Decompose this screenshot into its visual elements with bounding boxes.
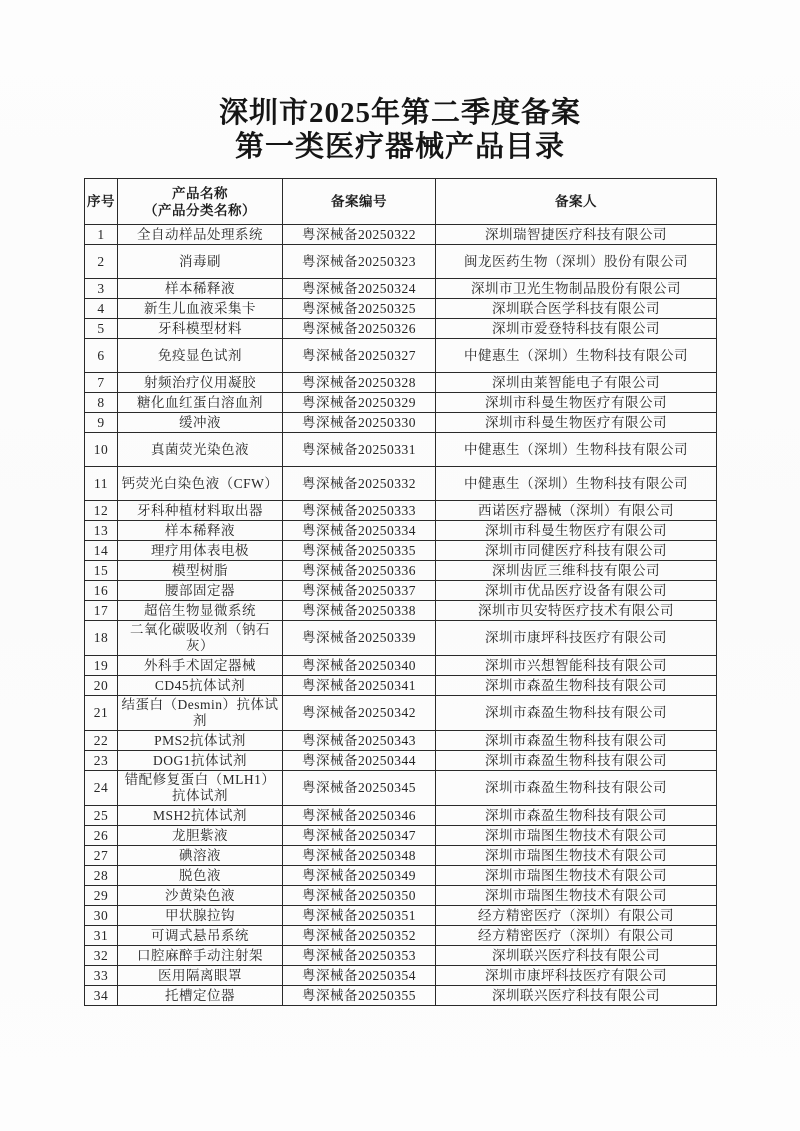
registrant-name: 深圳联兴医疗科技有限公司 — [436, 946, 717, 966]
registration-number: 粤深械备20250352 — [283, 926, 436, 946]
row-number: 10 — [85, 433, 118, 467]
registrant-name: 深圳市瑞图生物技术有限公司 — [436, 826, 717, 846]
product-name: 缓冲液 — [118, 413, 283, 433]
product-name: 牙科种植材料取出器 — [118, 501, 283, 521]
product-name: 碘溶液 — [118, 846, 283, 866]
row-number: 23 — [85, 751, 118, 771]
registrant-name: 深圳市康坪科技医疗有限公司 — [436, 621, 717, 656]
row-number: 3 — [85, 279, 118, 299]
row-number: 26 — [85, 826, 118, 846]
row-number: 14 — [85, 541, 118, 561]
table-row — [85, 751, 717, 771]
registrant-name: 深圳由莱智能电子有限公司 — [436, 373, 717, 393]
registrant-name: 深圳市森盈生物科技有限公司 — [436, 771, 717, 806]
registration-number: 粤深械备20250353 — [283, 946, 436, 966]
table-row — [85, 846, 717, 866]
product-name: PMS2抗体试剂 — [118, 731, 283, 751]
registrant-name: 深圳市瑞图生物技术有限公司 — [436, 886, 717, 906]
product-name: 医用隔离眼罩 — [118, 966, 283, 986]
product-name: 钙荧光白染色液（CFW） — [118, 467, 283, 501]
registration-number: 粤深械备20250329 — [283, 393, 436, 413]
product-name: 龙胆紫液 — [118, 826, 283, 846]
table-row — [85, 339, 717, 373]
registrant-name: 深圳市康坪科技医疗有限公司 — [436, 966, 717, 986]
registrant-name: 深圳市森盈生物科技有限公司 — [436, 676, 717, 696]
registration-number: 粤深械备20250350 — [283, 886, 436, 906]
registration-number: 粤深械备20250347 — [283, 826, 436, 846]
table-row — [85, 676, 717, 696]
registrant-name: 深圳齿匠三维科技有限公司 — [436, 561, 717, 581]
product-name: DOG1抗体试剂 — [118, 751, 283, 771]
row-number: 27 — [85, 846, 118, 866]
catalog-table-container — [84, 178, 716, 1006]
table-row — [85, 806, 717, 826]
row-number: 13 — [85, 521, 118, 541]
table-row — [85, 319, 717, 339]
row-number: 7 — [85, 373, 118, 393]
registration-number: 粤深械备20250338 — [283, 601, 436, 621]
registrant-name: 深圳市科曼生物医疗有限公司 — [436, 521, 717, 541]
product-name: 理疗用体表电极 — [118, 541, 283, 561]
header-registrant: 备案人 — [436, 179, 717, 225]
product-name: 新生儿血液采集卡 — [118, 299, 283, 319]
registration-number: 粤深械备20250335 — [283, 541, 436, 561]
registrant-name: 经方精密医疗（深圳）有限公司 — [436, 926, 717, 946]
row-number: 6 — [85, 339, 118, 373]
product-name: 腰部固定器 — [118, 581, 283, 601]
registrant-name: 深圳市贝安特医疗技术有限公司 — [436, 601, 717, 621]
registration-number: 粤深械备20250342 — [283, 696, 436, 731]
document-title — [0, 96, 800, 164]
registration-number: 粤深械备20250325 — [283, 299, 436, 319]
registrant-name: 深圳联兴医疗科技有限公司 — [436, 986, 717, 1006]
product-name: 托槽定位器 — [118, 986, 283, 1006]
table-row — [85, 946, 717, 966]
registrant-name: 西诺医疗器械（深圳）有限公司 — [436, 501, 717, 521]
row-number: 9 — [85, 413, 118, 433]
registration-number: 粤深械备20250351 — [283, 906, 436, 926]
header-registration-number: 备案编号 — [283, 179, 436, 225]
registrant-name: 闽龙医药生物（深圳）股份有限公司 — [436, 245, 717, 279]
row-number: 34 — [85, 986, 118, 1006]
registration-number: 粤深械备20250323 — [283, 245, 436, 279]
registration-number: 粤深械备20250345 — [283, 771, 436, 806]
registrant-name: 深圳市科曼生物医疗有限公司 — [436, 413, 717, 433]
registrant-name: 中健惠生（深圳）生物科技有限公司 — [436, 433, 717, 467]
row-number: 15 — [85, 561, 118, 581]
registrant-name: 深圳市优品医疗设备有限公司 — [436, 581, 717, 601]
row-number: 29 — [85, 886, 118, 906]
product-name: 可调式悬吊系统 — [118, 926, 283, 946]
table-row — [85, 866, 717, 886]
product-name: 免疫显色试剂 — [118, 339, 283, 373]
row-number: 16 — [85, 581, 118, 601]
table-body — [85, 225, 717, 1006]
product-name: 外科手术固定器械 — [118, 656, 283, 676]
registrant-name: 深圳市森盈生物科技有限公司 — [436, 806, 717, 826]
table-row — [85, 886, 717, 906]
product-name: 样本稀释液 — [118, 279, 283, 299]
table-row — [85, 225, 717, 245]
registrant-name: 深圳市瑞图生物技术有限公司 — [436, 846, 717, 866]
table-row — [85, 541, 717, 561]
registration-number: 粤深械备20250355 — [283, 986, 436, 1006]
row-number: 12 — [85, 501, 118, 521]
row-number: 24 — [85, 771, 118, 806]
registration-number: 粤深械备20250341 — [283, 676, 436, 696]
row-number: 2 — [85, 245, 118, 279]
product-name: 样本稀释液 — [118, 521, 283, 541]
row-number: 21 — [85, 696, 118, 731]
document-title-line2: 第一类医疗器械产品目录 — [234, 131, 565, 163]
row-number: 4 — [85, 299, 118, 319]
header-product-name — [118, 179, 283, 225]
header-row-number: 序号 — [85, 179, 118, 225]
table-row — [85, 581, 717, 601]
product-name: 二氧化碳吸收剂（钠石灰） — [118, 621, 283, 656]
registration-number: 粤深械备20250327 — [283, 339, 436, 373]
table-row — [85, 245, 717, 279]
product-name: 错配修复蛋白（MLH1）抗体试剂 — [118, 771, 283, 806]
table-row — [85, 656, 717, 676]
registrant-name: 深圳市同健医疗科技有限公司 — [436, 541, 717, 561]
registration-number: 粤深械备20250344 — [283, 751, 436, 771]
product-name: 沙黄染色液 — [118, 886, 283, 906]
product-name: 甲状腺拉钩 — [118, 906, 283, 926]
catalog-table — [84, 178, 717, 1006]
row-number: 22 — [85, 731, 118, 751]
registration-number: 粤深械备20250324 — [283, 279, 436, 299]
table-row — [85, 771, 717, 806]
registration-number: 粤深械备20250339 — [283, 621, 436, 656]
row-number: 8 — [85, 393, 118, 413]
registration-number: 粤深械备20250330 — [283, 413, 436, 433]
row-number: 19 — [85, 656, 118, 676]
registrant-name: 深圳瑞智捷医疗科技有限公司 — [436, 225, 717, 245]
registrant-name: 深圳市卫光生物制品股份有限公司 — [436, 279, 717, 299]
table-row — [85, 906, 717, 926]
product-name: 模型树脂 — [118, 561, 283, 581]
row-number: 28 — [85, 866, 118, 886]
row-number: 31 — [85, 926, 118, 946]
row-number: 20 — [85, 676, 118, 696]
registration-number: 粤深械备20250322 — [283, 225, 436, 245]
row-number: 1 — [85, 225, 118, 245]
product-name: 结蛋白（Desmin）抗体试剂 — [118, 696, 283, 731]
registrant-name: 深圳市森盈生物科技有限公司 — [436, 751, 717, 771]
registration-number: 粤深械备20250346 — [283, 806, 436, 826]
row-number: 17 — [85, 601, 118, 621]
product-name: 射频治疗仪用凝胶 — [118, 373, 283, 393]
row-number: 11 — [85, 467, 118, 501]
table-row — [85, 601, 717, 621]
header-product-name-line1: 产品名称 — [172, 185, 228, 201]
product-name: 真菌荧光染色液 — [118, 433, 283, 467]
registrant-name: 深圳市爱登特科技有限公司 — [436, 319, 717, 339]
table-row — [85, 467, 717, 501]
product-name: CD45抗体试剂 — [118, 676, 283, 696]
product-name: 口腔麻醉手动注射架 — [118, 946, 283, 966]
registrant-name: 深圳市兴想智能科技有限公司 — [436, 656, 717, 676]
row-number: 30 — [85, 906, 118, 926]
registration-number: 粤深械备20250343 — [283, 731, 436, 751]
table-row — [85, 561, 717, 581]
table-row — [85, 393, 717, 413]
registration-number: 粤深械备20250328 — [283, 373, 436, 393]
table-row — [85, 433, 717, 467]
table-row — [85, 966, 717, 986]
registration-number: 粤深械备20250326 — [283, 319, 436, 339]
table-row — [85, 413, 717, 433]
registration-number: 粤深械备20250354 — [283, 966, 436, 986]
header-product-name-line2: （产品分类名称） — [144, 202, 256, 218]
registrant-name: 经方精密医疗（深圳）有限公司 — [436, 906, 717, 926]
product-name: 全自动样品处理系统 — [118, 225, 283, 245]
table-row — [85, 731, 717, 751]
product-name: MSH2抗体试剂 — [118, 806, 283, 826]
document-title-line1: 深圳市2025年第二季度备案 — [218, 97, 581, 129]
row-number: 18 — [85, 621, 118, 656]
product-name: 消毒刷 — [118, 245, 283, 279]
table-row — [85, 279, 717, 299]
row-number: 32 — [85, 946, 118, 966]
table-header — [85, 179, 717, 225]
registration-number: 粤深械备20250331 — [283, 433, 436, 467]
table-row — [85, 926, 717, 946]
table-row — [85, 373, 717, 393]
table-row — [85, 621, 717, 656]
registrant-name: 深圳市森盈生物科技有限公司 — [436, 696, 717, 731]
registration-number: 粤深械备20250336 — [283, 561, 436, 581]
registrant-name: 中健惠生（深圳）生物科技有限公司 — [436, 467, 717, 501]
registrant-name: 深圳市瑞图生物技术有限公司 — [436, 866, 717, 886]
row-number: 33 — [85, 966, 118, 986]
table-row — [85, 299, 717, 319]
row-number: 25 — [85, 806, 118, 826]
table-row — [85, 696, 717, 731]
registrant-name: 中健惠生（深圳）生物科技有限公司 — [436, 339, 717, 373]
product-name: 糖化血红蛋白溶血剂 — [118, 393, 283, 413]
table-row — [85, 986, 717, 1006]
product-name: 牙科模型材料 — [118, 319, 283, 339]
registration-number: 粤深械备20250349 — [283, 866, 436, 886]
registration-number: 粤深械备20250333 — [283, 501, 436, 521]
product-name: 脱色液 — [118, 866, 283, 886]
registration-number: 粤深械备20250332 — [283, 467, 436, 501]
registration-number: 粤深械备20250337 — [283, 581, 436, 601]
table-header-row — [85, 179, 717, 225]
registration-number: 粤深械备20250334 — [283, 521, 436, 541]
row-number: 5 — [85, 319, 118, 339]
registration-number: 粤深械备20250340 — [283, 656, 436, 676]
registrant-name: 深圳联合医学科技有限公司 — [436, 299, 717, 319]
registrant-name: 深圳市科曼生物医疗有限公司 — [436, 393, 717, 413]
table-row — [85, 501, 717, 521]
registrant-name: 深圳市森盈生物科技有限公司 — [436, 731, 717, 751]
table-row — [85, 521, 717, 541]
product-name: 超倍生物显微系统 — [118, 601, 283, 621]
table-row — [85, 826, 717, 846]
registration-number: 粤深械备20250348 — [283, 846, 436, 866]
